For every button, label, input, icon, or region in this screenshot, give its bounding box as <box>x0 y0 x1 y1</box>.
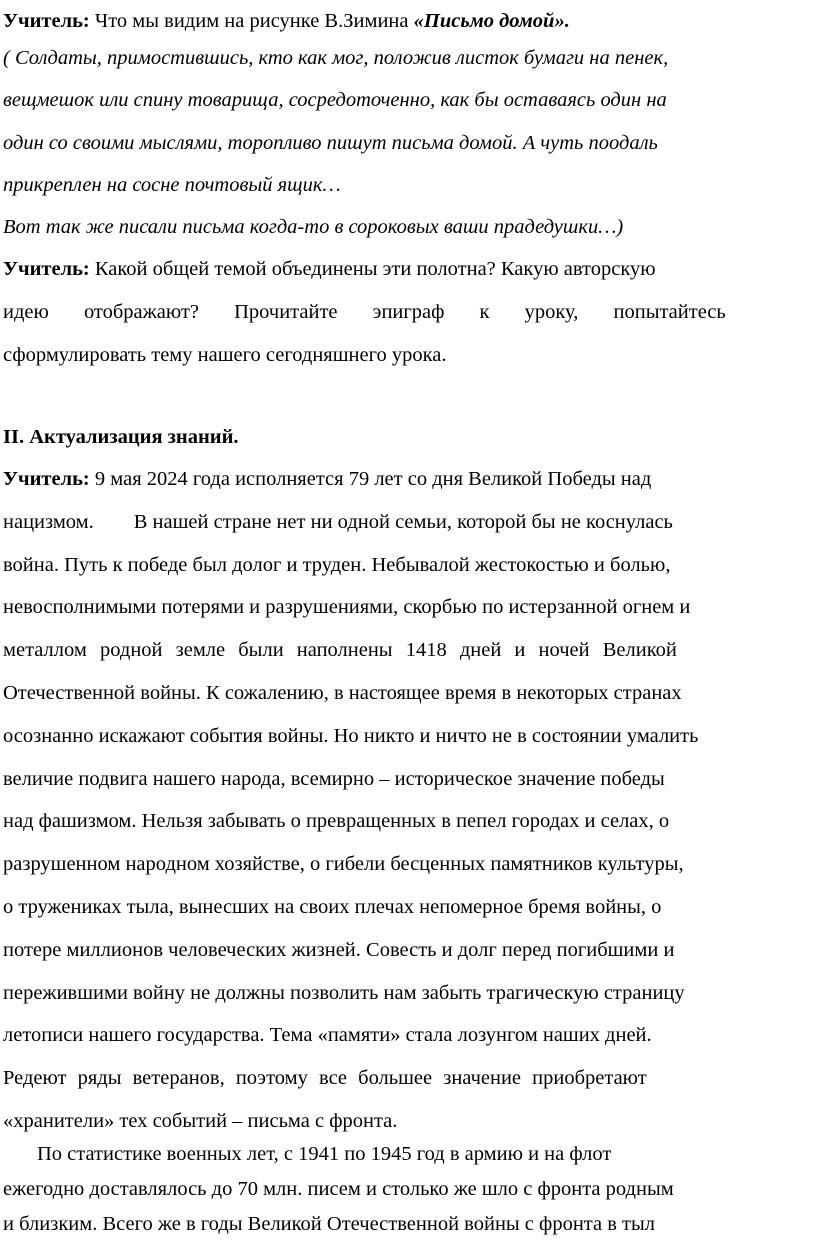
lecture-line: над фашизмом. Нельзя забывать о превращенных в пепел городах и селах, о <box>3 810 670 833</box>
lecture-line: невосполнимыми потерями и разрушениями, скорбью по истерзанной огнем и <box>3 596 691 619</box>
task-line: идею отображают? Прочитайте эпиграф к уроку, попытайтесь <box>3 301 726 323</box>
lecture-line: война. Путь к победе был долог и труден. Небывалой жестокостью и болью, <box>3 553 671 576</box>
lecture-line: пережившими войну не должны позволить нам забыть трагическую страницу <box>3 981 685 1004</box>
lecture-line: разрушенном народном хозяйстве, о гибели бесценных памятников культуры, <box>3 853 684 876</box>
lecture-line <box>3 501 813 544</box>
lecture-line: величие подвига нашего народа, всемирно – историческое значение победы <box>3 767 665 790</box>
lecture-line: Редеют ряды ветеранов, поэтому все большее значение приобретают <box>3 1067 647 1090</box>
lecture-line: осознанно искажают события войны. Но никто и ничто не в состоянии умалить <box>3 724 699 747</box>
lecture-line: потере миллионов человеческих жизней. Совесть и долг перед погибшими и <box>3 938 675 961</box>
lecture-text: нацизмом. <box>3 510 94 533</box>
lecture-text: В нашей стране нет ни одной семьи, которой бы не коснулась <box>133 510 673 533</box>
painting-title: «Письмо домой». <box>413 10 570 32</box>
lecture-line: металлом родной земле были наполнены 1418 дней и ночей Великой <box>3 639 677 662</box>
statistics-text: По статистике военных лет, с 1941 по 1945 год в армию и на флот <box>37 1143 612 1165</box>
speaker-label: Учитель: <box>3 258 90 280</box>
task-text: Какой общей темой объединены эти полотна? Какую авторскую <box>89 258 656 280</box>
lecture-line: Отечественной войны. К сожалению, в настоящее время в некоторых странах <box>3 681 682 704</box>
description-line: один со своими мыслями, торопливо пишут письма домой. А чуть поодаль <box>3 131 658 154</box>
task-line: сформулировать тему нашего сегодняшнего урока. <box>3 344 447 366</box>
statistics-line: и близким. Всего же в годы Великой Отечественной войны с фронта в тыл <box>3 1213 655 1235</box>
description-line: ( Солдаты, примостившись, кто как мог, положив листок бумаги на пенек, <box>3 47 669 69</box>
lecture-line: летописи нашего государства. Тема «памяти» стала лозунгом наших дней. <box>3 1024 652 1047</box>
description-line: вещмешок или спину товарища, сосредоточенно, как бы оставаясь один на <box>3 89 667 112</box>
description-line: Вот так же писали письма когда-то в сороковых ваши прадедушки…) <box>3 216 624 239</box>
statistics-line <box>3 1137 813 1172</box>
statistics-line: ежегодно доставлялось до 70 млн. писем и столько же шло с фронта родным <box>3 1178 674 1200</box>
painting-description <box>3 37 813 248</box>
lecture-line: «хранители» тех событий – письма с фронта. <box>3 1109 398 1132</box>
lecture-text: 9 мая 2024 года исполняется 79 лет со дня Великой Победы над <box>89 468 652 490</box>
description-line: прикреплен на сосне почтовый ящик… <box>3 173 341 196</box>
lecture-line <box>3 458 813 501</box>
task-paragraph <box>3 248 813 377</box>
lecture-line: о тружениках тыла, вынесших на своих плечах непомерное бремя войны, о <box>3 895 662 918</box>
section-heading: II. Актуализация знаний. <box>3 426 239 448</box>
speaker-label: Учитель: <box>3 468 90 490</box>
statistics-paragraph <box>3 1137 813 1242</box>
lecture-paragraph <box>3 458 813 1143</box>
task-line <box>3 248 813 291</box>
speaker-label: Учитель: <box>3 10 90 32</box>
question-text: Что мы видим на рисунке В.Зимина <box>94 10 414 32</box>
